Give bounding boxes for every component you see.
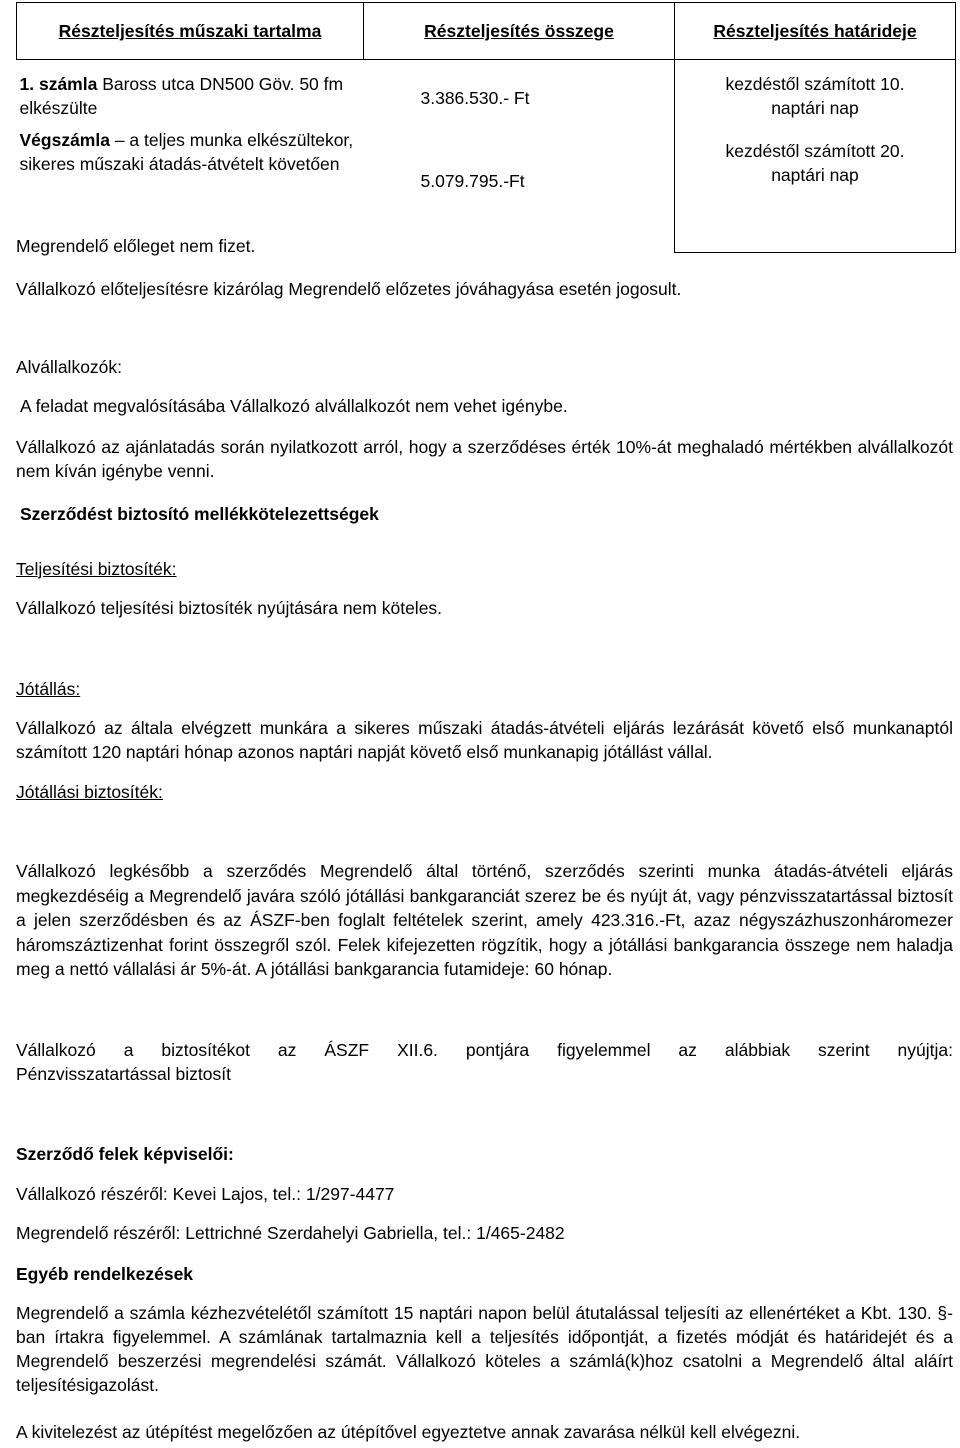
warranty-heading: Jótállás: [16,679,81,699]
header-content: Részteljesítés műszaki tartalma [17,3,364,60]
subcontractors-paragraph-2: Vállalkozó az ajánlatadás során nyilatkozott arról, hogy a szerződéses érték 10%-át meghaladó mértékben alvállalkozót nem kíván igénybe venni. [16,437,953,481]
early-performance-text: Vállalkozó előteljesítésre kizárólag Megrendelő előzetes jóváhagyása esetén jogosult. [16,279,682,299]
row2-amount: 5.079.795.-Ft [420,171,525,191]
row1-amount: 3.386.530.- Ft [420,88,530,108]
table-row [17,60,956,253]
representatives-heading: Szerződő felek képviselői: [16,1144,234,1164]
representative-contractor: Vállalkozó részéről: Kevei Lajos, tel.: 1/297-4477 [16,1184,395,1204]
header-amount: Részteljesítés összege [364,3,675,60]
other-provisions-heading: Egyéb rendelkezések [16,1264,194,1284]
provide-method: Pénzvisszatartással biztosít [16,1064,231,1084]
subcontractors-heading: Alvállalkozók: [16,357,123,377]
row2-content: Végszámla – a teljes munka elkészültekor, sikeres műszaki átadás-átvételt követően [19,130,354,174]
other-provisions-paragraph-2: A kivitelezést az útépítést megelőzően az útépítővel egyeztetve annak zavarása nélkül kell elvégezni. [16,1422,801,1442]
subcontractors-paragraph-1: A feladat megvalósításába Vállalkozó alvállalkozót nem vehet igénybe. [20,396,568,416]
warranty-security-heading: Jótállási biztosíték: [16,782,163,802]
warranty-security-text: Vállalkozó legkésőbb a szerződés Megrendelő által történő, szerződés szerinti munka átadás-átvételi eljárás megkezdéséig a Megrendelő javára szóló jótállási bankgaranciát szerez be és nyújt át, vagy pénzvisszatartással biztosít a jelen szerződésben és az ÁSZF-ben foglalt feltételek szerint, amely 423.316.-Ft, azaz négyszázhuszonháromezer háromszáztizenhat forint összegről szól. Felek kifejezetten rögzítik, hogy a jótállási bankgarancia összege nem haladja meg a nettó vállalási ár 5%-át. A jótállási bankgarancia futamideje: 60 hónap. [16,861,953,979]
other-provisions-paragraph-1: Megrendelő a számla kézhezvételétől számított 15 naptári napon belül átutalással teljesíti az ellenértéket a Kbt. 130. §-ban írtakra figyelemmel. A számlának tartalmaznia kell a teljesítés időpontját, a fizetés módját és határidejét és a Megrendelő beszerzési megrendelési számát. Vállalkozó köteles a számlá(k)hoz csatolni a Megrendelő által aláírt teljesítésigazolást. [16,1303,953,1395]
cell-amount [364,60,675,253]
row1-content: 1. számla Baross utca DN500 Göv. 50 fm elkészülte [19,74,344,118]
row1-deadline: kezdéstől számított 10. naptári nap [725,74,905,118]
header-deadline: Részteljesítés határideje [675,3,956,60]
performance-guarantee-text: Vállalkozó teljesítési biztosíték nyújtására nem köteles. [16,598,443,618]
advance-payment-text: Megrendelő előleget nem fizet. [16,236,256,256]
representative-client: Megrendelő részéről: Lettrichné Szerdahelyi Gabriella, tel.: 1/465-2482 [16,1223,565,1243]
cell-content [17,60,364,253]
partial-performance-table [16,2,956,253]
row2-deadline: kezdéstől számított 20. naptári nap [725,141,905,185]
table-header-row [17,3,956,60]
performance-guarantee-heading: Teljesítési biztosíték: [16,559,177,579]
guarantees-heading: Szerződést biztosító mellékkötelezettségek [20,504,379,524]
provide-text: Vállalkozó a biztosítékot az ÁSZF XII.6. pontjára figyelemmel az alábbiak szerint nyújtja: [16,1040,953,1060]
warranty-text: Vállalkozó az általa elvégzett munkára a sikeres műszaki átadás-átvételi eljárás lezárását követő első munkanaptól számított 120 naptári hónap azonos naptári napját követő első munkanapig jótállást vállal. [16,718,953,762]
cell-deadline [675,60,956,253]
